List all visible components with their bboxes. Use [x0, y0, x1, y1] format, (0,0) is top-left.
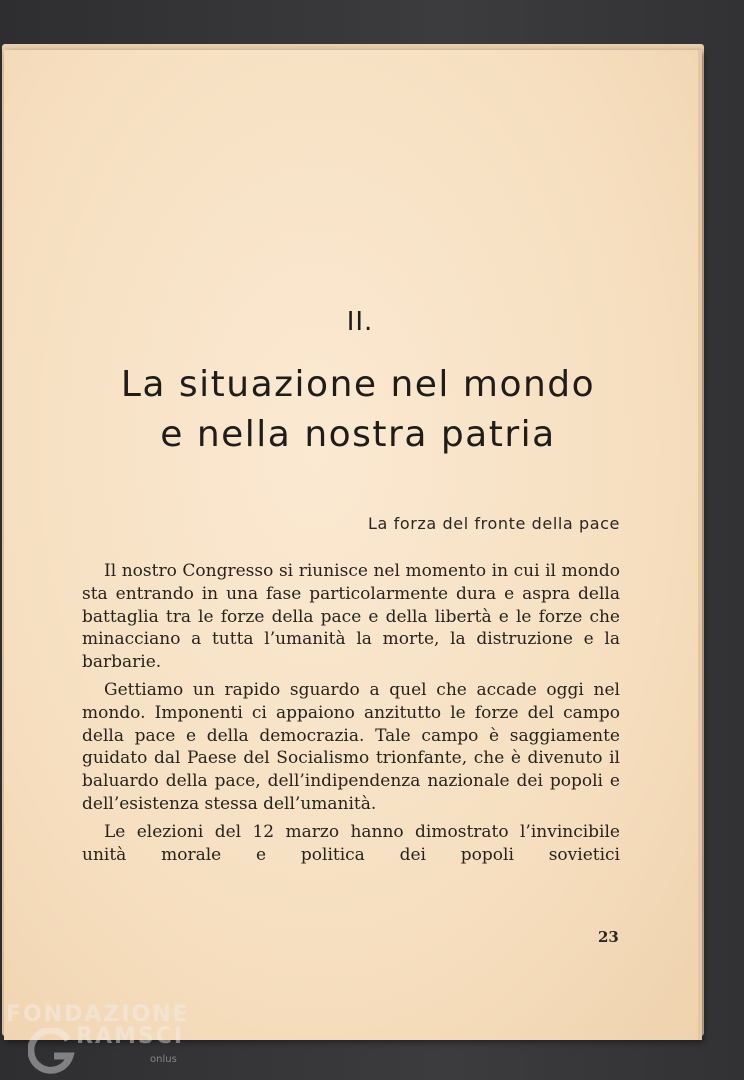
- paragraph: Il nostro Congresso si riunisce nel momento in cui il mondo sta entrando in una fase particolarmente dura e aspra della battaglia tra le forze della pace e della libertà e le forze che minacciano a tutta l’umanità la morte, la distruzione e la barbarie.: [82, 561, 620, 673]
- chapter-title-line-1: La situazione nel mondo: [120, 364, 596, 405]
- watermark-line-1: FONDAZIONE: [6, 1002, 190, 1027]
- body-text: [82, 560, 620, 871]
- book-page: [4, 50, 702, 1040]
- paragraph: Le elezioni del 12 marzo hanno dimostrato l’invincibile unità morale e politica dei popoli sovietici: [82, 821, 620, 865]
- watermark-line-2: RAMSCI: [76, 1024, 185, 1049]
- chapter-title-line-2: e nella nostra patria: [160, 414, 556, 455]
- section-heading: La forza del fronte della pace: [368, 514, 620, 533]
- chapter-number: II.: [346, 307, 374, 337]
- paragraph: Gettiamo un rapido sguardo a quel che accade oggi nel mondo. Imponenti ci appaiono anzitutto le forze del campo della pace e della democrazia. Tale campo è saggiamente guidato dal Paese del Socialismo trionfante, che è divenuto il baluardo della pace, dell’indipendenza nazionale dei popoli e dell’esistenza stessa dell’umanità.: [82, 679, 620, 814]
- g-logo-icon: [28, 1028, 76, 1074]
- fondazione-gramsci-watermark: [6, 996, 206, 1080]
- watermark-line-3: onlus: [150, 1054, 177, 1065]
- page-number: 23: [598, 928, 619, 946]
- chapter-title: [0, 360, 716, 460]
